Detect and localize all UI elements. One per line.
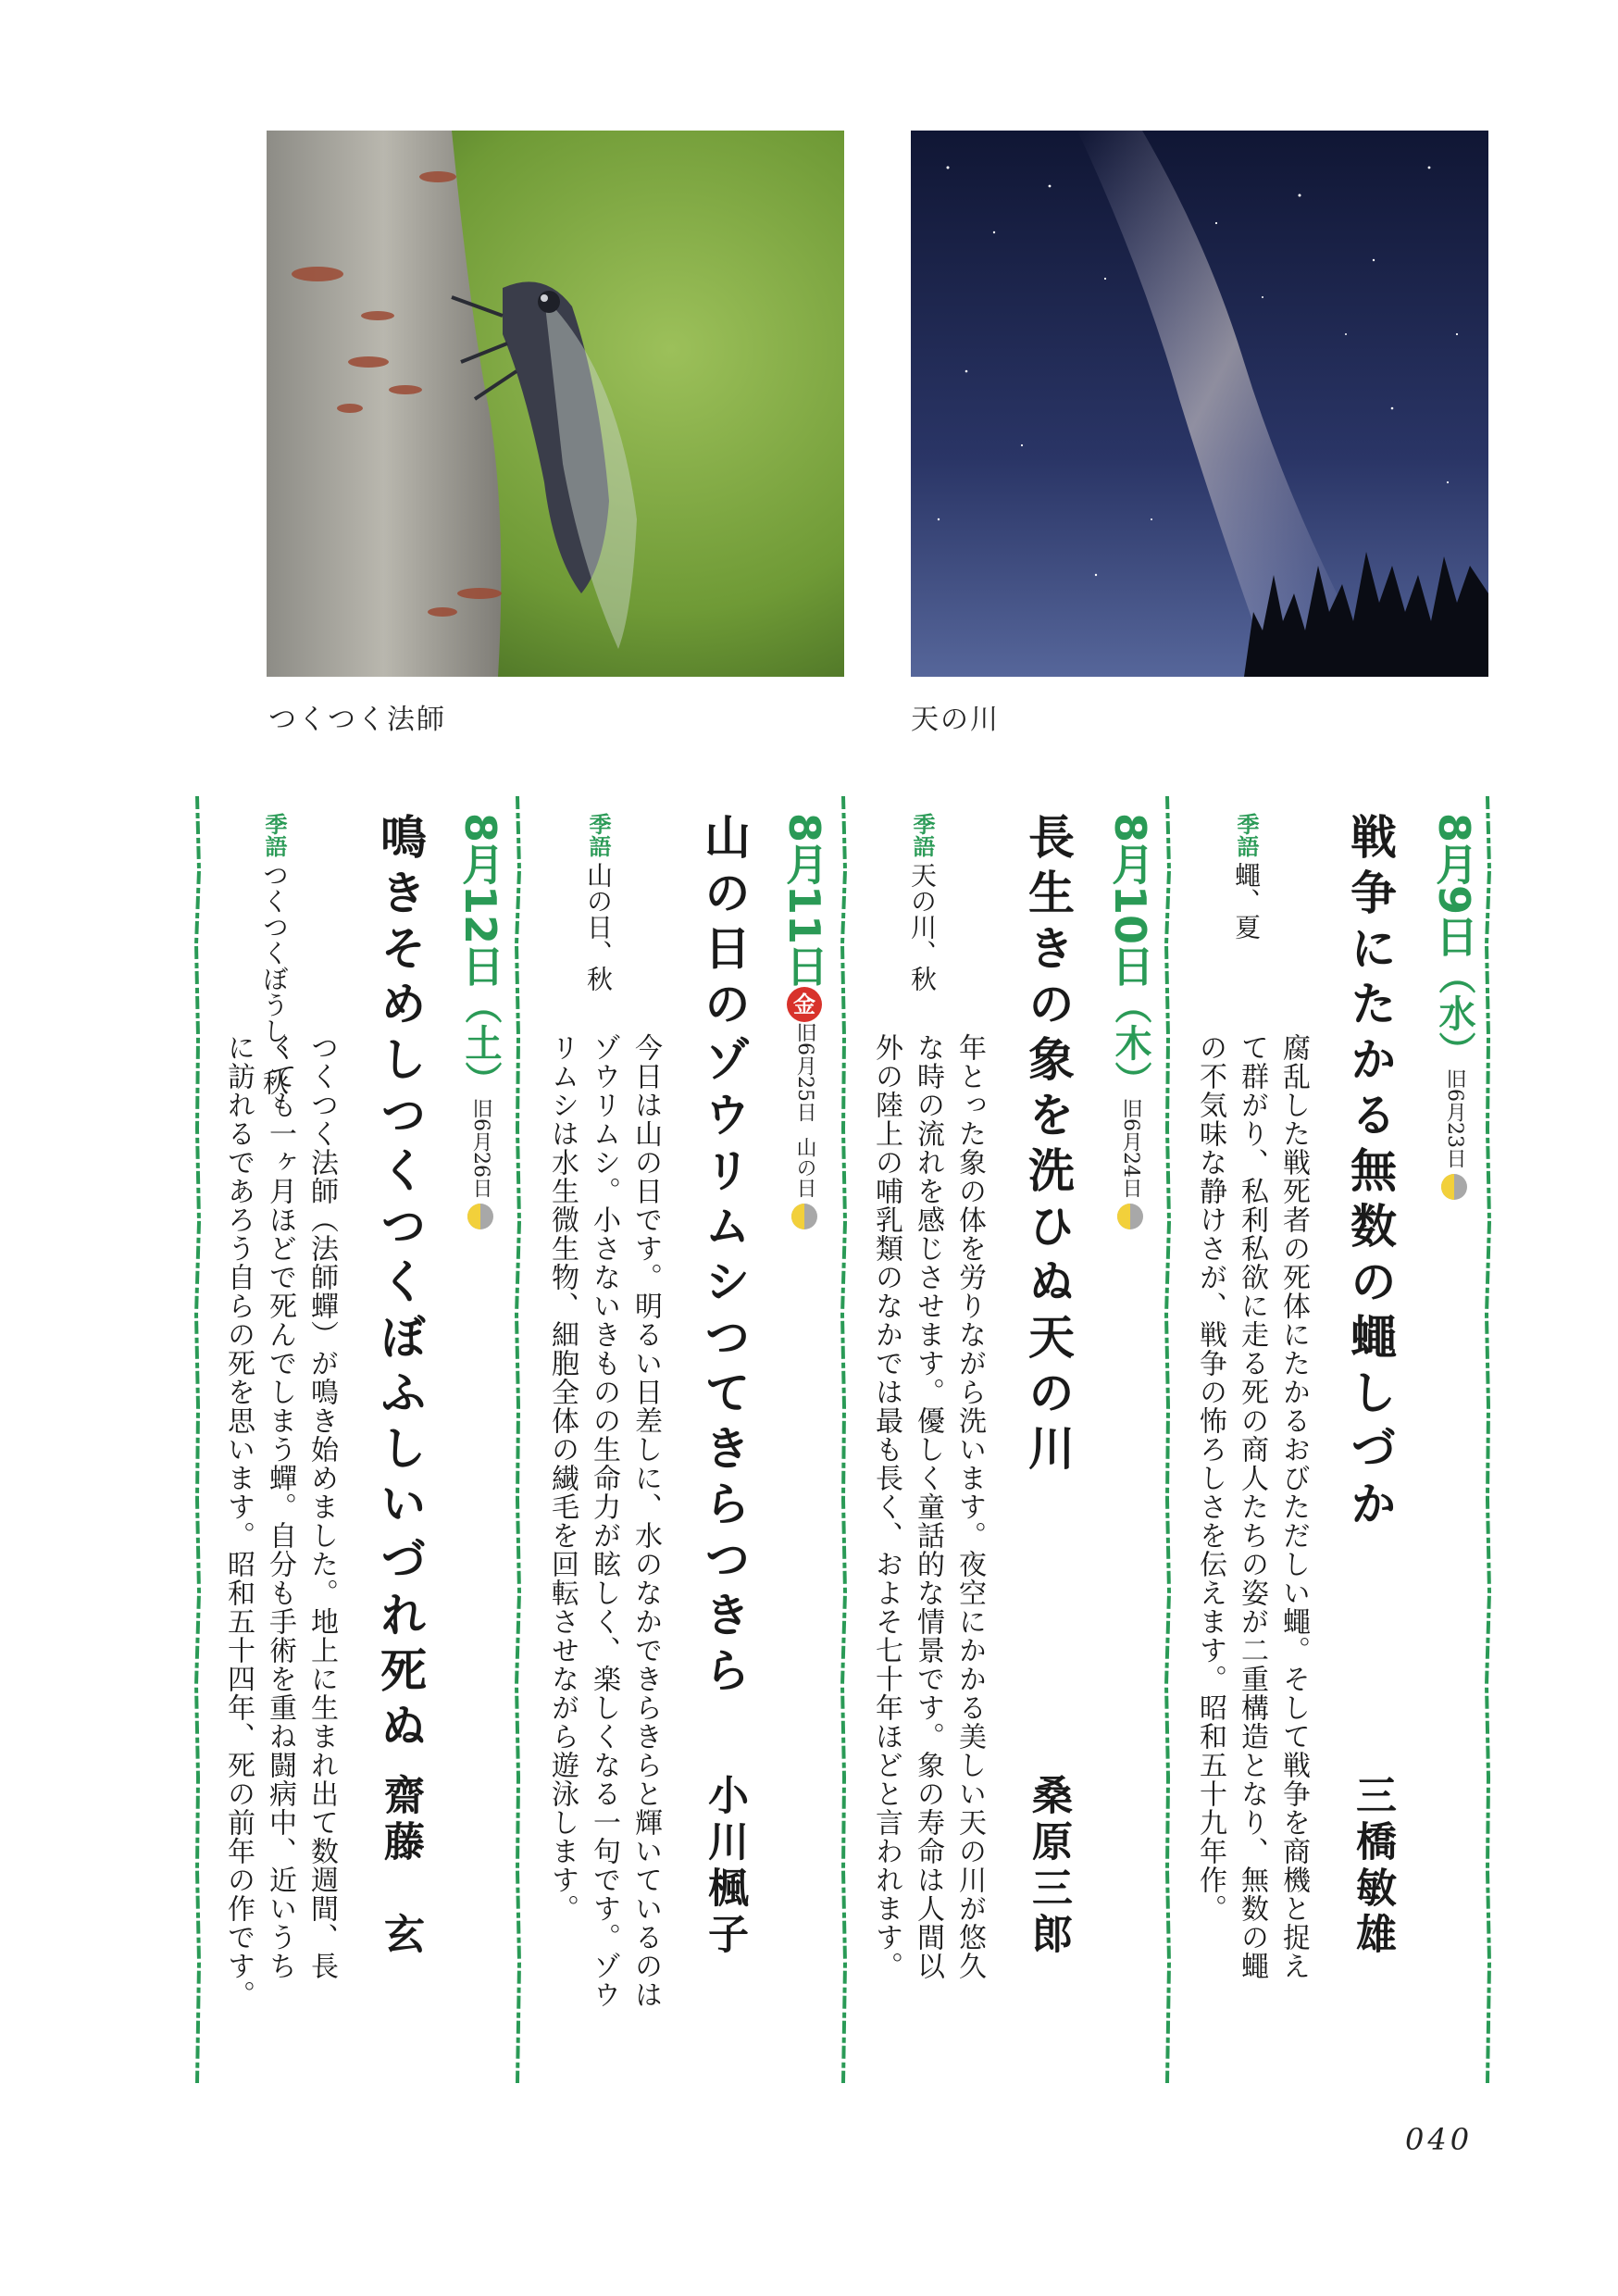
haiku-author: 小川楓子 — [701, 1774, 748, 1959]
haiku-author: 三橋敏雄 — [1349, 1774, 1396, 1959]
photo-caption: 天の川 — [911, 704, 1000, 736]
entry-date-header: 8月10日（木）旧6月24日 — [1100, 813, 1161, 1294]
entry-date: 8月12日 — [455, 813, 505, 988]
entry-date: 8月9日 — [1429, 813, 1479, 958]
lunar-date: 旧6月24日 — [1119, 1098, 1142, 1199]
lunar-date: 旧6月23日 — [1443, 1068, 1466, 1169]
page-number: 040 — [1405, 2122, 1474, 2157]
commentary-line: 年とった象の体を労りながら洗います。夜空にかかる美しい天の川が悠久 — [953, 1033, 986, 1980]
cicada-photo — [267, 131, 844, 677]
column-divider — [1164, 796, 1171, 2083]
kigo-block — [903, 813, 940, 992]
commentary-line: て群がり、私利私欲に走る死の商人たちの姿が二重構造となり、無数の蠅 — [1236, 1033, 1268, 1980]
column-divider — [194, 796, 201, 2083]
kigo-label: 季語 — [261, 813, 287, 857]
entry-date: 8月11日 — [779, 813, 829, 988]
haiku-text: 鳴きそめしつくつくぼふしいづれ死ぬ — [373, 813, 428, 1757]
commentary-line: 外の陸上の哺乳類のなかでは最も長く、およそ七十年ほどと言われます。 — [870, 1033, 902, 1980]
haiku-author: 桑原三郎 — [1025, 1774, 1072, 1959]
column-divider — [1485, 796, 1491, 2083]
moon-phase-icon — [1440, 1173, 1468, 1201]
kigo-label: 季語 — [585, 813, 611, 857]
commentary-line: の不気味な静けさが、戦争の怖ろしさを伝えます。昭和五十九年作。 — [1194, 1033, 1226, 1923]
weekday: 土 — [459, 1024, 502, 1062]
entry-date-header: 8月9日（水）旧6月23日 — [1424, 813, 1485, 1285]
moon-phase-icon — [467, 1203, 494, 1230]
holiday-name: 山の日 — [793, 1137, 816, 1199]
haiku-text: 長生きの象を洗ひぬ天の川 — [1021, 813, 1076, 1479]
commentary-line: な時の流れを感じさせます。優しく童話的な情景です。象の寿命は人間以 — [912, 1033, 944, 1980]
entry-commentary — [546, 1033, 666, 2009]
moon-phase-icon — [1116, 1203, 1144, 1230]
kigo-text: 天の川、秋 — [907, 862, 938, 992]
lunar-date: 旧6月26日 — [469, 1098, 492, 1199]
kigo-text: 蠅、夏 — [1231, 862, 1262, 941]
kigo-text: 山の日、秋 — [583, 862, 614, 992]
haiku-author: 齋藤 玄 — [377, 1774, 424, 1959]
milky-way-photo — [911, 131, 1488, 677]
commentary-line: 今日は山の日です。明るい日差しに、水のなかできらきらと輝いているのは — [629, 1033, 662, 2009]
entry-date-header — [774, 813, 835, 1387]
kigo-label: 季語 — [909, 813, 935, 857]
kigo-block — [579, 813, 616, 992]
photo-caption: つくつく法師 — [268, 704, 446, 736]
weekday: 木 — [1109, 1024, 1151, 1062]
lunar-date: 旧6月25日 — [793, 1022, 816, 1123]
commentary-line: リムシは水生微生物、細胞全体の繊毛を回転させながら遊泳します。 — [546, 1033, 579, 1923]
entry-date-header: 8月12日（土）旧6月26日 — [450, 813, 511, 1294]
column-divider — [840, 796, 847, 2083]
weekday: 水 — [1433, 994, 1475, 1032]
moon-phase-icon — [790, 1203, 818, 1230]
entry-date: 8月10日 — [1105, 813, 1155, 988]
commentary-line: 腐乱した戦死者の死体にたかるおびただしい蠅。そして戦争を商機と捉え — [1277, 1033, 1310, 1980]
commentary-line: くても一ヶ月ほどで死んでしまう蟬。自分も手術を重ね闘病中、近いうち — [264, 1033, 296, 1980]
commentary-line: つくつく法師（法師蟬）が鳴き始めました。地上に生まれ出て数週間、長 — [305, 1033, 338, 1980]
entry-commentary — [1194, 1033, 1314, 1980]
column-divider — [515, 796, 521, 2083]
entry-commentary — [222, 1033, 342, 2009]
weekday-holiday-badge: 金 — [787, 987, 822, 1022]
commentary-line: に訪れるであろう自らの死を思います。昭和五十四年、死の前年の作です。 — [222, 1033, 255, 2009]
kigo-text: つくつくぼうし、秋 — [259, 862, 290, 1096]
haiku-text: 戦争にたかる無数の蠅しづか — [1343, 813, 1398, 1535]
kigo-block — [1227, 813, 1264, 940]
haiku-text: 山の日のゾウリムシつてきらつきら — [697, 813, 752, 1702]
kigo-label: 季語 — [1233, 813, 1259, 857]
commentary-line: ゾウリムシ。小さないきものの生命力が眩しく、楽しくなる一句です。ゾウ — [588, 1033, 620, 2009]
entry-commentary — [870, 1033, 990, 1980]
